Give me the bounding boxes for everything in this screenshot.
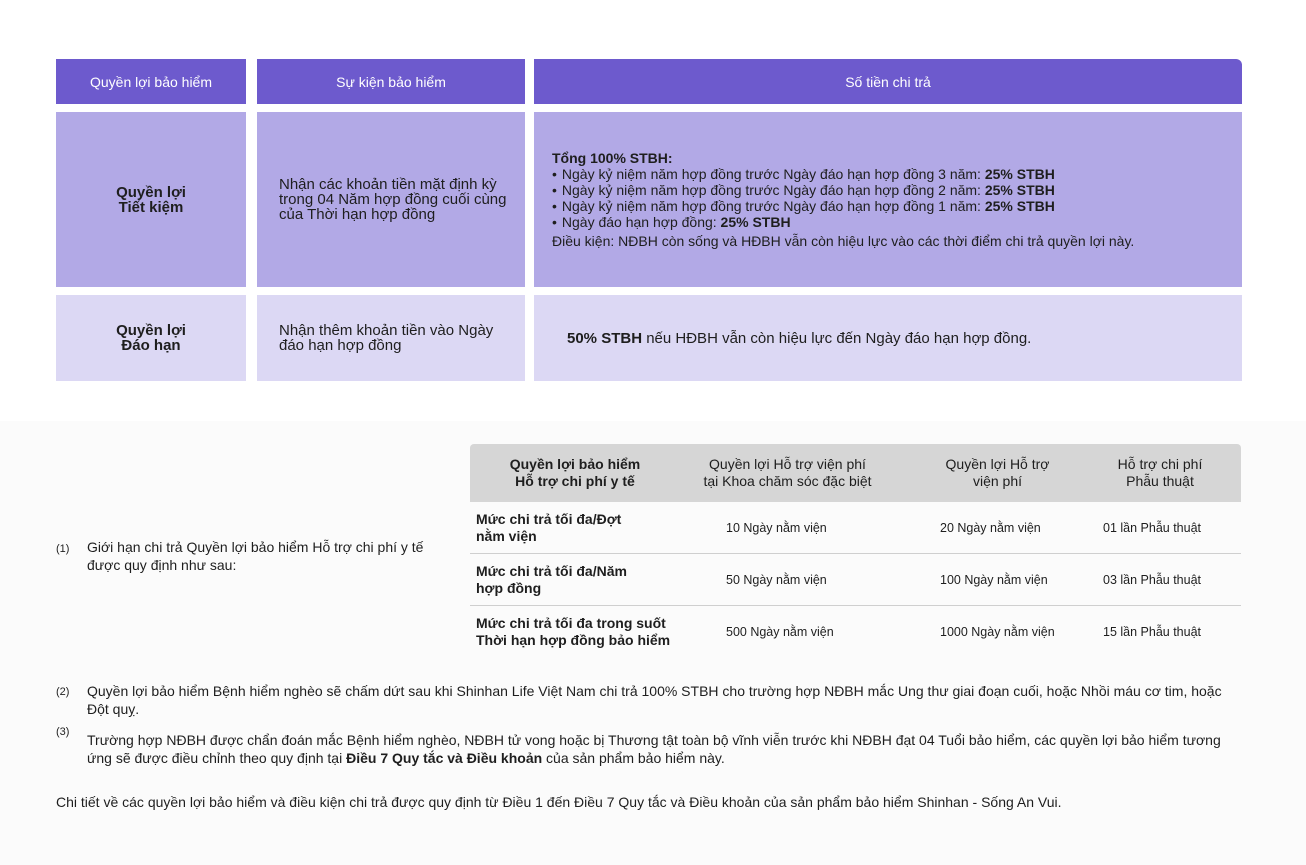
- note-number: (1): [56, 543, 70, 555]
- limits-row-label: Mức chi trả tối đa/Năm hợp đồng: [476, 562, 627, 596]
- row-maturity-event: [257, 295, 525, 381]
- limits-icu-value: 10 Ngày nằm viện: [726, 520, 827, 535]
- amount-bullet: • Ngày kỷ niệm năm hợp đồng trước Ngày đáo hạn hợp đồng 2 năm: 25% STBH: [552, 182, 1134, 198]
- amount-title: Tổng 100% STBH:: [552, 150, 673, 166]
- limits-icu-value: 500 Ngày nằm viện: [726, 624, 834, 639]
- row-maturity-benefit: [56, 295, 246, 381]
- footer-note: Chi tiết về các quyền lợi bảo hiểm và điều kiện chi trả được quy định từ Điều 1 đến Điều 7 Quy tắc và Điều khoản của sản phẩm bảo hiểm Shinhan - Sống An Vui.: [56, 794, 1062, 810]
- note-2: [56, 682, 1246, 718]
- amount-text: 50% STBH nếu HĐBH vẫn còn hiệu lực đến Ngày đáo hạn hợp đồng.: [567, 329, 1032, 347]
- amount-bullet: • Ngày kỷ niệm năm hợp đồng trước Ngày đáo hạn hợp đồng 1 năm: 25% STBH: [552, 198, 1134, 214]
- amount-condition: Điều kiện: NĐBH còn sống và HĐBH vẫn còn hiệu lực vào các thời điểm chi trả quyền lợi này.: [552, 233, 1135, 249]
- benefit-name-line1: Quyền lợi: [116, 183, 186, 201]
- benefit-name-line1: Quyền lợi: [116, 322, 186, 339]
- row-savings-benefit: [56, 112, 246, 287]
- note-text: Trường hợp NĐBH được chẩn đoán mắc Bệnh hiểm nghèo, NĐBH tử vong hoặc bị Thương tật toàn bộ vĩnh viễn trước khi NĐBH đạt 04 Tuổi bảo hiểm, các quyền lợi bảo hiểm tương ứng sẽ được điều chỉnh theo quy định tại Điều 7 Quy tắc và Điều khoản của sản phẩm bảo hiểm này.: [87, 732, 1221, 766]
- limits-surgery-value: 03 lần Phẫu thuật: [1103, 572, 1201, 587]
- note-text: Quyền lợi bảo hiểm Bệnh hiểm nghèo sẽ chấm dứt sau khi Shinhan Life Việt Nam chi trả 100% STBH cho trường hợp NĐBH mắc Ung thư giai đoạn cuối, hoặc Nhồi máu cơ tim, hoặc Đột quỵ.: [87, 683, 1222, 717]
- limits-row-label: Mức chi trả tối đa/Đợt nằm viện: [476, 510, 622, 544]
- row-maturity-amount: [534, 295, 1242, 381]
- note-number: (2): [56, 686, 70, 698]
- row-savings-amount: [534, 112, 1242, 287]
- limits-header-col3: Quyền lợi Hỗ trợ viện phí: [945, 456, 1050, 489]
- limits-hospital-value: 20 Ngày nằm viện: [940, 520, 1041, 535]
- limits-header-col1: Quyền lợi bảo hiểm Hỗ trợ chi phí y tế: [509, 456, 641, 489]
- amount-bullet: • Ngày đáo hạn hợp đồng: 25% STBH: [552, 214, 1134, 230]
- limits-surgery-value: 01 lần Phẫu thuật: [1103, 520, 1201, 535]
- amount-bullet: • Ngày kỷ niệm năm hợp đồng trước Ngày đáo hạn hợp đồng 3 năm: 25% STBH: [552, 166, 1134, 182]
- event-text: Nhận các khoản tiền mặt định kỳ trong 04 Năm hợp đồng cuối cùng của Thời hạn hợp đồng: [279, 176, 507, 223]
- note-3: [56, 726, 1246, 767]
- note-text: Giới hạn chi trả Quyền lợi bảo hiểm Hỗ trợ chi phí y tế được quy định như sau:: [87, 539, 424, 573]
- event-text: Nhận thêm khoản tiền vào Ngày đáo hạn hợp đồng: [279, 322, 494, 354]
- limits-hospital-value: 100 Ngày nằm viện: [940, 572, 1048, 587]
- header-amount: Số tiền chi trả: [534, 59, 1242, 104]
- benefit-name-line2: Đáo hạn: [121, 337, 181, 354]
- header-event: Sự kiện bảo hiểm: [257, 59, 525, 104]
- limits-header-col4: Hỗ trợ chi phí Phẫu thuật: [1117, 456, 1203, 489]
- row-savings-event: [257, 112, 525, 287]
- header-benefit: Quyền lợi bảo hiểm: [56, 59, 246, 104]
- limits-row-label: Mức chi trả tối đa trong suốt Thời hạn hợp đồng bảo hiểm: [476, 614, 671, 648]
- note-1: [56, 538, 426, 574]
- benefit-name-line2: Tiết kiệm: [118, 198, 184, 216]
- limits-icu-value: 50 Ngày nằm viện: [726, 572, 827, 587]
- limits-hospital-value: 1000 Ngày nằm viện: [940, 624, 1055, 639]
- limits-surgery-value: 15 lần Phẫu thuật: [1103, 624, 1201, 639]
- limits-header-col2: Quyền lợi Hỗ trợ viện phí tại Khoa chăm sóc đặc biệt: [703, 456, 872, 489]
- note-number: (3): [56, 726, 70, 738]
